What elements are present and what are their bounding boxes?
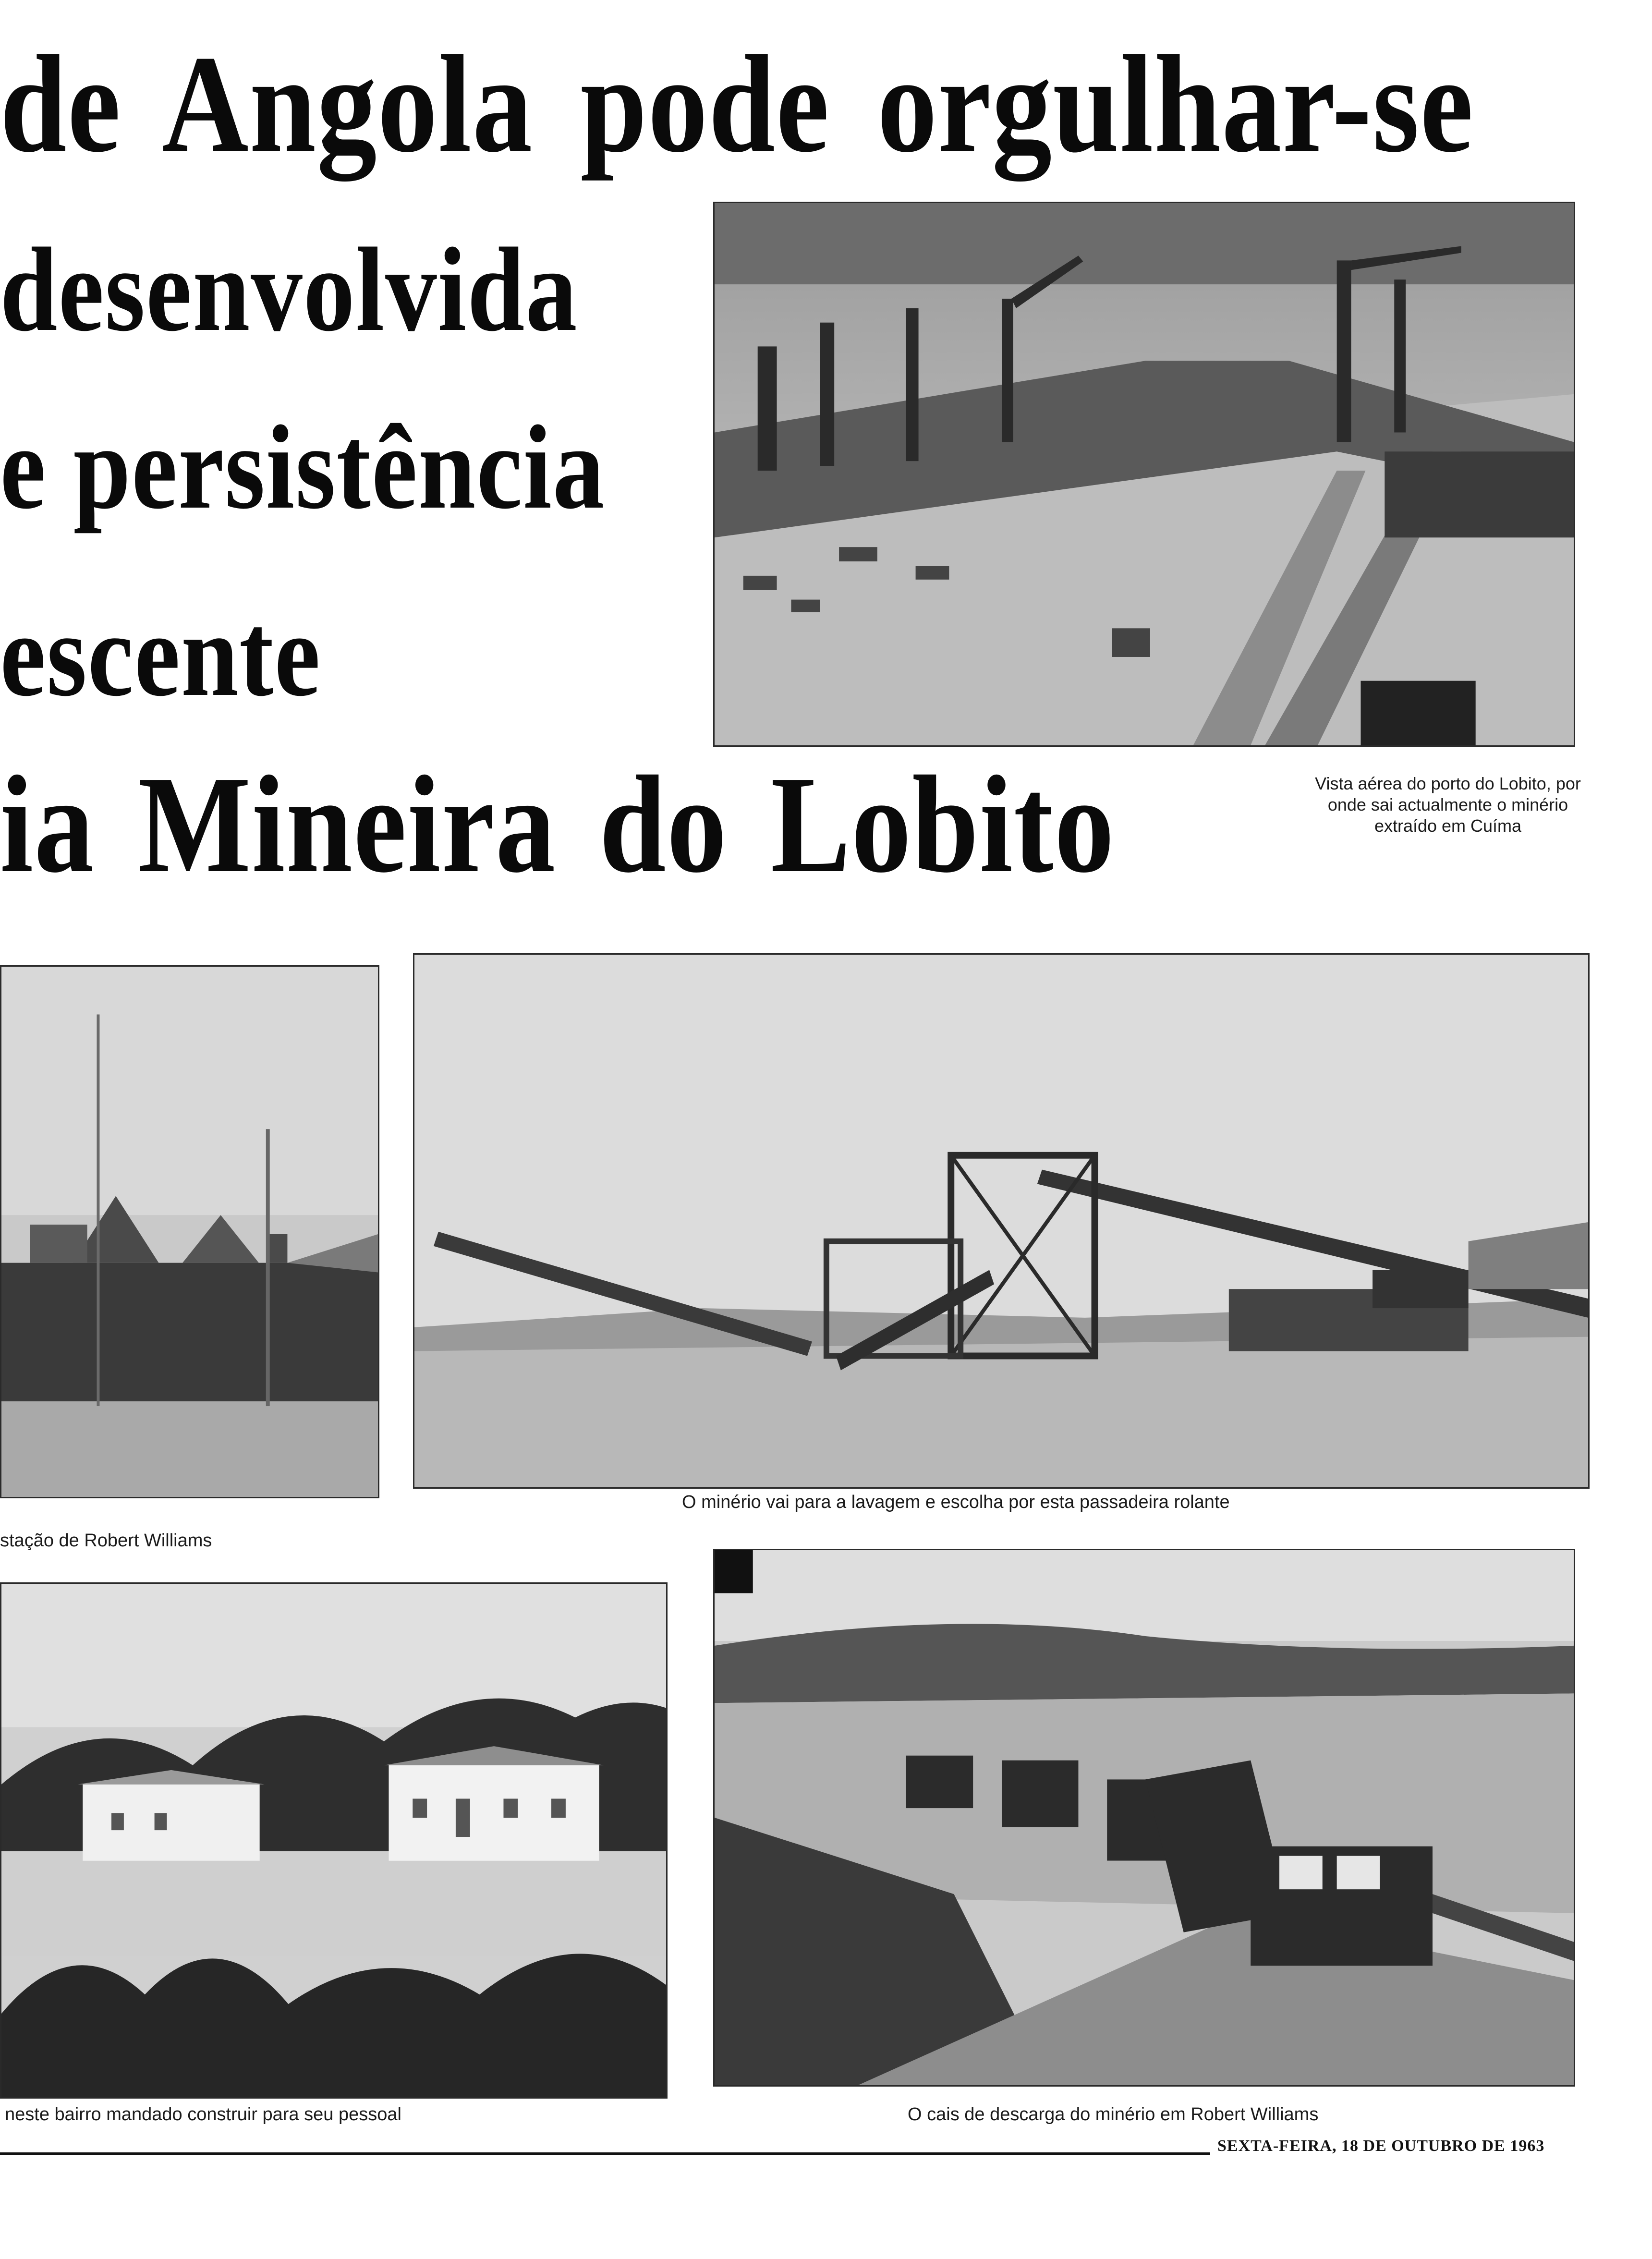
photo-port-aerial [713, 202, 1575, 747]
headline-line-1: de Angola pode orgulhar-se [0, 27, 1474, 181]
headline-line-4: escente [0, 588, 321, 721]
headline-line-5: ia Mineira do Lobito [0, 747, 1115, 901]
caption-port-aerial: Vista aérea do porto do Lobito, por onde sai actualmente o minério extraído em Cuíma [1315, 774, 1581, 836]
footer-date: SEXTA-FEIRA, 18 DE OUTUBRO DE 1963 [1217, 2137, 1545, 2155]
photo-unloading-dock [713, 1549, 1575, 2087]
photo-conveyor [413, 953, 1590, 1489]
footer-rule [0, 2152, 1210, 2155]
caption-unloading-dock: O cais de descarga do minério em Robert Williams [908, 2104, 1319, 2125]
conveyor-illustration [414, 955, 1588, 1487]
headline-line-3: e persistência [0, 401, 606, 534]
caption-houses: neste bairro mandado construir para seu pessoal [5, 2104, 401, 2125]
photo-houses [0, 1582, 668, 2099]
station-illustration [1, 967, 378, 1497]
port-illustration [715, 203, 1574, 745]
houses-illustration [1, 1584, 666, 2097]
caption-conveyor: O minério vai para a lavagem e escolha por esta passadeira rolante [682, 1492, 1230, 1512]
caption-station: stação de Robert Williams [0, 1530, 212, 1551]
photo-station [0, 965, 379, 1498]
unloading-illustration [715, 1550, 1574, 2085]
headline-line-2: desenvolvida [0, 223, 578, 356]
